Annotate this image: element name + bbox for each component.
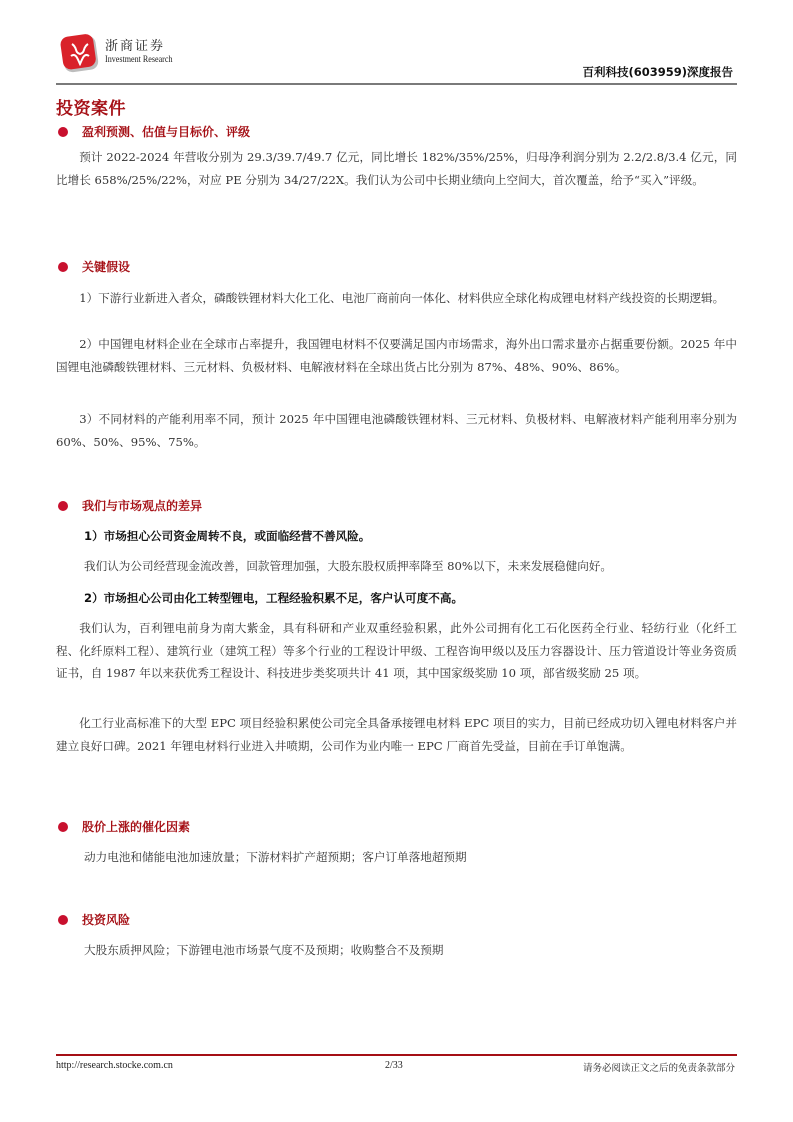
catalysts-text: 动力电池和储能电池加速放量；下游材料扩产超预期；客户订单落地超预期 xyxy=(84,850,467,864)
assumption-item-2: 2）中国锂电材料企业在全球市占率提升，我国锂电材料不仅要满足国内市场需求，海外出口需求量亦占据重要份额。2025 年中国锂电池磷酸铁锂材料、三元材料、负极材料、电解液材料在全球出货占比分别为 87%、48%、90%、86%。 xyxy=(56,337,737,374)
forecast-paragraph: 预计 2022-2024 年营收分别为 29.3/39.7/49.7 亿元，同比增长 182%/35%/25%，归母净利润分别为 2.2/2.8/3.4 亿元，同比增长 658%/25%/22%，对应 PE 分别为 34/27/22X。我们认为公司中长期业绩向上空间大，首次覆盖，给予“买入”评级。 xyxy=(56,150,737,187)
difference-point-2-title: 2）市场担心公司由化工转型锂电，工程经验积累不足，客户认可度不高。 xyxy=(84,591,464,605)
assumption-item-3: 3）不同材料的产能利用率不同，预计 2025 年中国锂电池磷酸铁锂材料、三元材料、负极材料、电解液材料产能利用率分别为 60%、50%、95%、75%。 xyxy=(56,412,737,449)
disclaimer-note: 请务必阅读正文之后的免责条款部分 xyxy=(582,1063,735,1074)
section-heading-risks xyxy=(56,911,130,928)
section-heading-catalysts xyxy=(56,818,190,835)
zheshang-securities-logo-icon xyxy=(60,34,100,74)
section-title: 投资风险 xyxy=(82,913,131,927)
difference-point-2-paragraph-2: 化工行业高标准下的大型 EPC 项目经验积累使公司完全具备承接锂电材料 EPC 项目的实力，目前已经成功切入锂电材料客户并建立良好口碑。2021 年锂电材料行业进入井喷期，公司作为业内唯一 EPC 厂商首先受益，目前在手订单饱满。 xyxy=(56,716,737,753)
section-heading-forecast xyxy=(56,123,250,140)
difference-point-2-paragraph-1: 我们认为，百利锂电前身为南大紫金，具有科研和产业双重经验积累，此外公司拥有化工石化医药全行业、轻纺行业（化纤工程、化纤原料工程）、建筑行业（建筑工程）等多个行业的工程设计甲级、工程咨询甲级以及压力容器设计、压力管道设计等业务资质证书，自 1987 年以来获优秀工程设计、科技进步类奖项共计 41 项，其中国家级奖励 10 项，部省级奖励 25 项。 xyxy=(56,621,737,680)
bullet-icon xyxy=(58,127,68,137)
bullet-icon xyxy=(58,262,68,272)
report-title: 百利科技(603959)深度报告 xyxy=(582,65,733,79)
risks-text: 大股东质押风险；下游锂电池市场景气度不及预期；收购整合不及预期 xyxy=(84,943,444,957)
brand-name-en: Investment Research xyxy=(105,55,173,65)
section-heading-differences xyxy=(56,497,202,514)
brand-block xyxy=(105,40,184,66)
section-title: 股价上涨的催化因素 xyxy=(82,820,191,834)
section-title: 关键假设 xyxy=(82,260,131,274)
header-divider xyxy=(56,83,737,85)
footer-url-link[interactable]: http://research.stocke.com.cn xyxy=(56,1060,173,1071)
section-title: 盈利预测、估值与目标价、评级 xyxy=(82,125,251,139)
section-heading-assumptions xyxy=(56,258,130,275)
section-title: 我们与市场观点的差异 xyxy=(82,499,203,513)
bullet-icon xyxy=(58,915,68,925)
difference-point-1-title: 1）市场担心公司资金周转不良，或面临经营不善风险。 xyxy=(84,529,371,543)
brand-name-cn: 浙商证券 xyxy=(105,39,166,54)
page-number: 2/33 xyxy=(385,1060,403,1071)
page-title: 投资案件 xyxy=(56,99,126,119)
assumption-item-1: 1）下游行业新进入者众，磷酸铁锂材料大化工化、电池厂商前向一体化、材料供应全球化构成锂电材料产线投资的长期逻辑。 xyxy=(79,291,725,305)
bullet-icon xyxy=(58,501,68,511)
footer-divider xyxy=(56,1054,737,1056)
difference-point-1-text: 我们认为公司经营现金流改善，回款管理加强，大股东股权质押率降至 80%以下，未来发展稳健向好。 xyxy=(84,559,612,573)
bullet-icon xyxy=(58,822,68,832)
